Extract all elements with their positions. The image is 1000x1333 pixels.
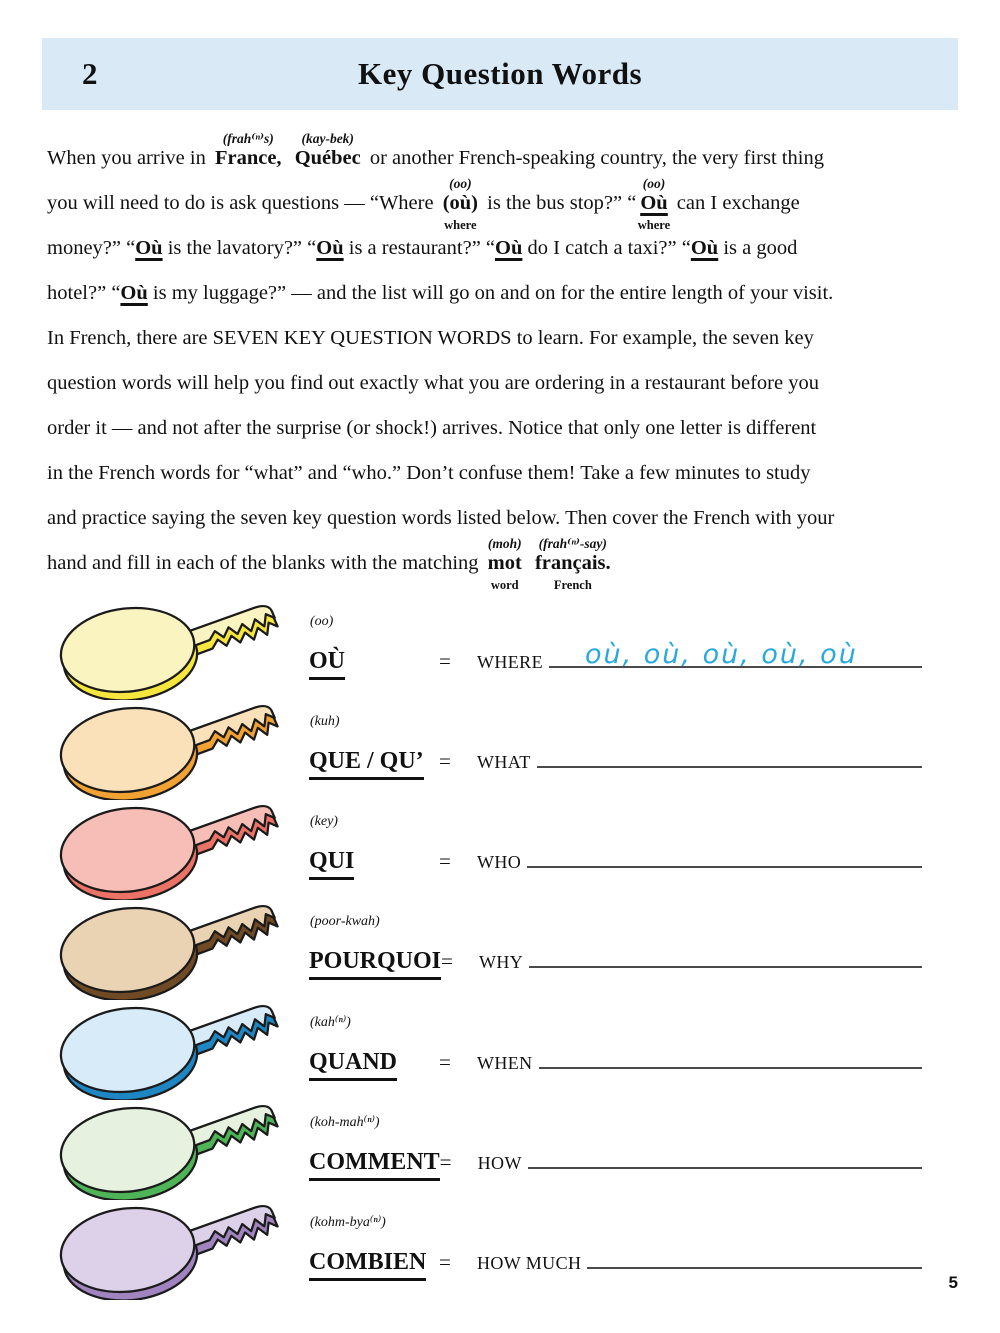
word-col (309, 1049, 439, 1081)
text-run: Où (316, 237, 344, 259)
text-run (526, 552, 531, 574)
annotated-word: (frah⁽ⁿ⁾-say) français. French (534, 536, 611, 592)
answer-blank[interactable] (529, 932, 922, 968)
english-word: WHERE (477, 652, 543, 672)
text-run: hotel?” “ (47, 282, 121, 304)
pronunciation: (oo) (310, 614, 334, 629)
english-word: HOW MUCH (477, 1252, 582, 1273)
french-word: COMMENT (309, 1149, 440, 1181)
english-word: WHO (477, 852, 522, 872)
paragraph-line (47, 361, 956, 406)
paragraph-line (47, 451, 956, 496)
purple-key-icon (45, 1200, 297, 1300)
answer-blank[interactable] (528, 1133, 922, 1169)
equals-sign: = (439, 749, 451, 773)
french-word: POURQUOI (309, 948, 441, 980)
text-run: is a good (718, 237, 798, 259)
annotated-word: (oo) Où where (637, 176, 671, 232)
chapter-header (42, 38, 958, 110)
english-word: WHAT (477, 752, 531, 772)
pronunciation: (koh-mah⁽ⁿ⁾) (310, 1114, 380, 1130)
pronunciation: (poor-kwah) (310, 914, 380, 929)
equals-sign: = (439, 1249, 451, 1274)
row-text (309, 814, 922, 880)
equals-sign: = (439, 1149, 452, 1174)
text-run: Où (690, 237, 719, 259)
text-run: money?” “ (47, 237, 136, 259)
equals-sign: = (439, 849, 451, 873)
key-word-list (45, 600, 922, 1300)
word-line (309, 832, 922, 880)
french-word: QUE / QU’ (309, 748, 424, 780)
handwritten-answer: où, où, où, où, où (584, 639, 858, 670)
row-text (309, 1014, 922, 1081)
row-text (309, 714, 922, 780)
annotated-word: (oo) (où) where (442, 176, 479, 232)
text-run: in the French words for “what” and “who.” Don’t confuse them! Take a few minutes to study (47, 462, 811, 484)
key-word-row-quand (45, 1000, 922, 1100)
word-line (309, 1133, 922, 1181)
paragraph-line (47, 316, 956, 361)
row-text (309, 1214, 922, 1281)
pronunciation: (key) (310, 814, 338, 829)
paragraph-line (47, 406, 956, 451)
pronunciation: (kohm-bya⁽ⁿ⁾) (310, 1214, 386, 1230)
word-col (309, 948, 441, 980)
french-word: QUI (309, 848, 354, 880)
paragraph-line (47, 226, 956, 271)
yellow-key-icon (45, 600, 297, 700)
paragraph-line (47, 131, 956, 181)
word-line (309, 932, 922, 980)
text-run: and practice saying the seven key question words listed below. Then cover the French with your (47, 507, 835, 529)
paragraph-line (47, 496, 956, 541)
equals-sign: = (441, 949, 453, 973)
orange-key-icon (45, 700, 297, 800)
equals-sign: = (439, 649, 451, 673)
answer-blank[interactable] (587, 1233, 922, 1269)
text-run: order it — and not after the surprise (or shock!) arrives. Notice that only one letter is different (47, 417, 817, 439)
equals-sign: = (439, 1049, 451, 1074)
key-word-row-que (45, 700, 922, 800)
paragraph-line (47, 176, 956, 232)
row-text (309, 1114, 922, 1181)
key-word-row-combien (45, 1200, 922, 1300)
english-word: WHEN (477, 1052, 533, 1073)
text-run: is the bus stop?” “ (482, 192, 637, 214)
word-line (309, 1033, 922, 1081)
text-run: can I exchange (671, 192, 800, 214)
text-run: is my luggage?” — and the list will go on and on for the entire length of your visit. (147, 282, 834, 304)
french-word: COMBIEN (309, 1249, 426, 1281)
green-key-icon (45, 1100, 297, 1200)
pronunciation: (kah⁽ⁿ⁾) (310, 1014, 351, 1030)
row-text (309, 614, 922, 680)
word-line (309, 732, 922, 780)
text-run (286, 147, 291, 169)
chapter-number: 2 (82, 56, 98, 91)
pink-key-icon (45, 800, 297, 900)
row-text (309, 914, 922, 980)
page-number: 5 (948, 1273, 958, 1292)
answer-blank[interactable] (549, 632, 922, 668)
annotated-word: (moh) mot word (487, 536, 522, 592)
text-run: question words will help you find out exactly what you are ordering in a restaurant before you (47, 372, 819, 394)
key-word-row-ou (45, 600, 922, 700)
text-run: or another French-speaking country, the very first thing (364, 147, 824, 169)
text-run: do I catch a taxi?” “ (522, 237, 691, 259)
answer-blank[interactable] (539, 1033, 922, 1069)
word-line (309, 1233, 922, 1281)
english-word: WHY (479, 952, 524, 972)
answer-blank[interactable] (527, 832, 922, 868)
french-word: OÙ (309, 648, 345, 680)
annotated-word: (kay-bek) Québec (294, 131, 361, 169)
annotated-word: (frah⁽ⁿ⁾s) France, (214, 131, 282, 169)
key-word-row-qui (45, 800, 922, 900)
text-run: you will need to do is ask questions — “Where (47, 192, 439, 214)
text-run: hand and fill in each of the blanks with the matching (47, 552, 484, 574)
text-run: is the lavatory?” “ (162, 237, 317, 259)
english-word: HOW (477, 1152, 522, 1173)
text-run: When you arrive in (47, 147, 211, 169)
text-run: Où (120, 282, 148, 304)
paragraph-line (47, 271, 956, 316)
word-col (309, 648, 439, 680)
tan-key-icon (45, 900, 297, 1000)
word-col (309, 1149, 440, 1181)
french-word: QUAND (309, 1049, 397, 1081)
intro-paragraph (47, 110, 956, 592)
key-word-row-comment (45, 1100, 922, 1200)
text-run: is a restaurant?” “ (343, 237, 496, 259)
text-run: Où (135, 237, 163, 259)
word-col (309, 848, 439, 880)
blue-key-icon (45, 1000, 297, 1100)
paragraph-line (47, 536, 956, 592)
word-col (309, 748, 439, 780)
answer-blank[interactable] (537, 732, 922, 768)
text-run: In French, there are SEVEN KEY QUESTION WORDS to learn. For example, the seven key (47, 327, 814, 349)
text-run: Où (495, 237, 523, 259)
key-word-row-pourquoi (45, 900, 922, 1000)
word-line (309, 632, 922, 680)
pronunciation: (kuh) (310, 714, 340, 729)
word-col (309, 1249, 439, 1281)
page-title: Key Question Words (357, 56, 643, 91)
